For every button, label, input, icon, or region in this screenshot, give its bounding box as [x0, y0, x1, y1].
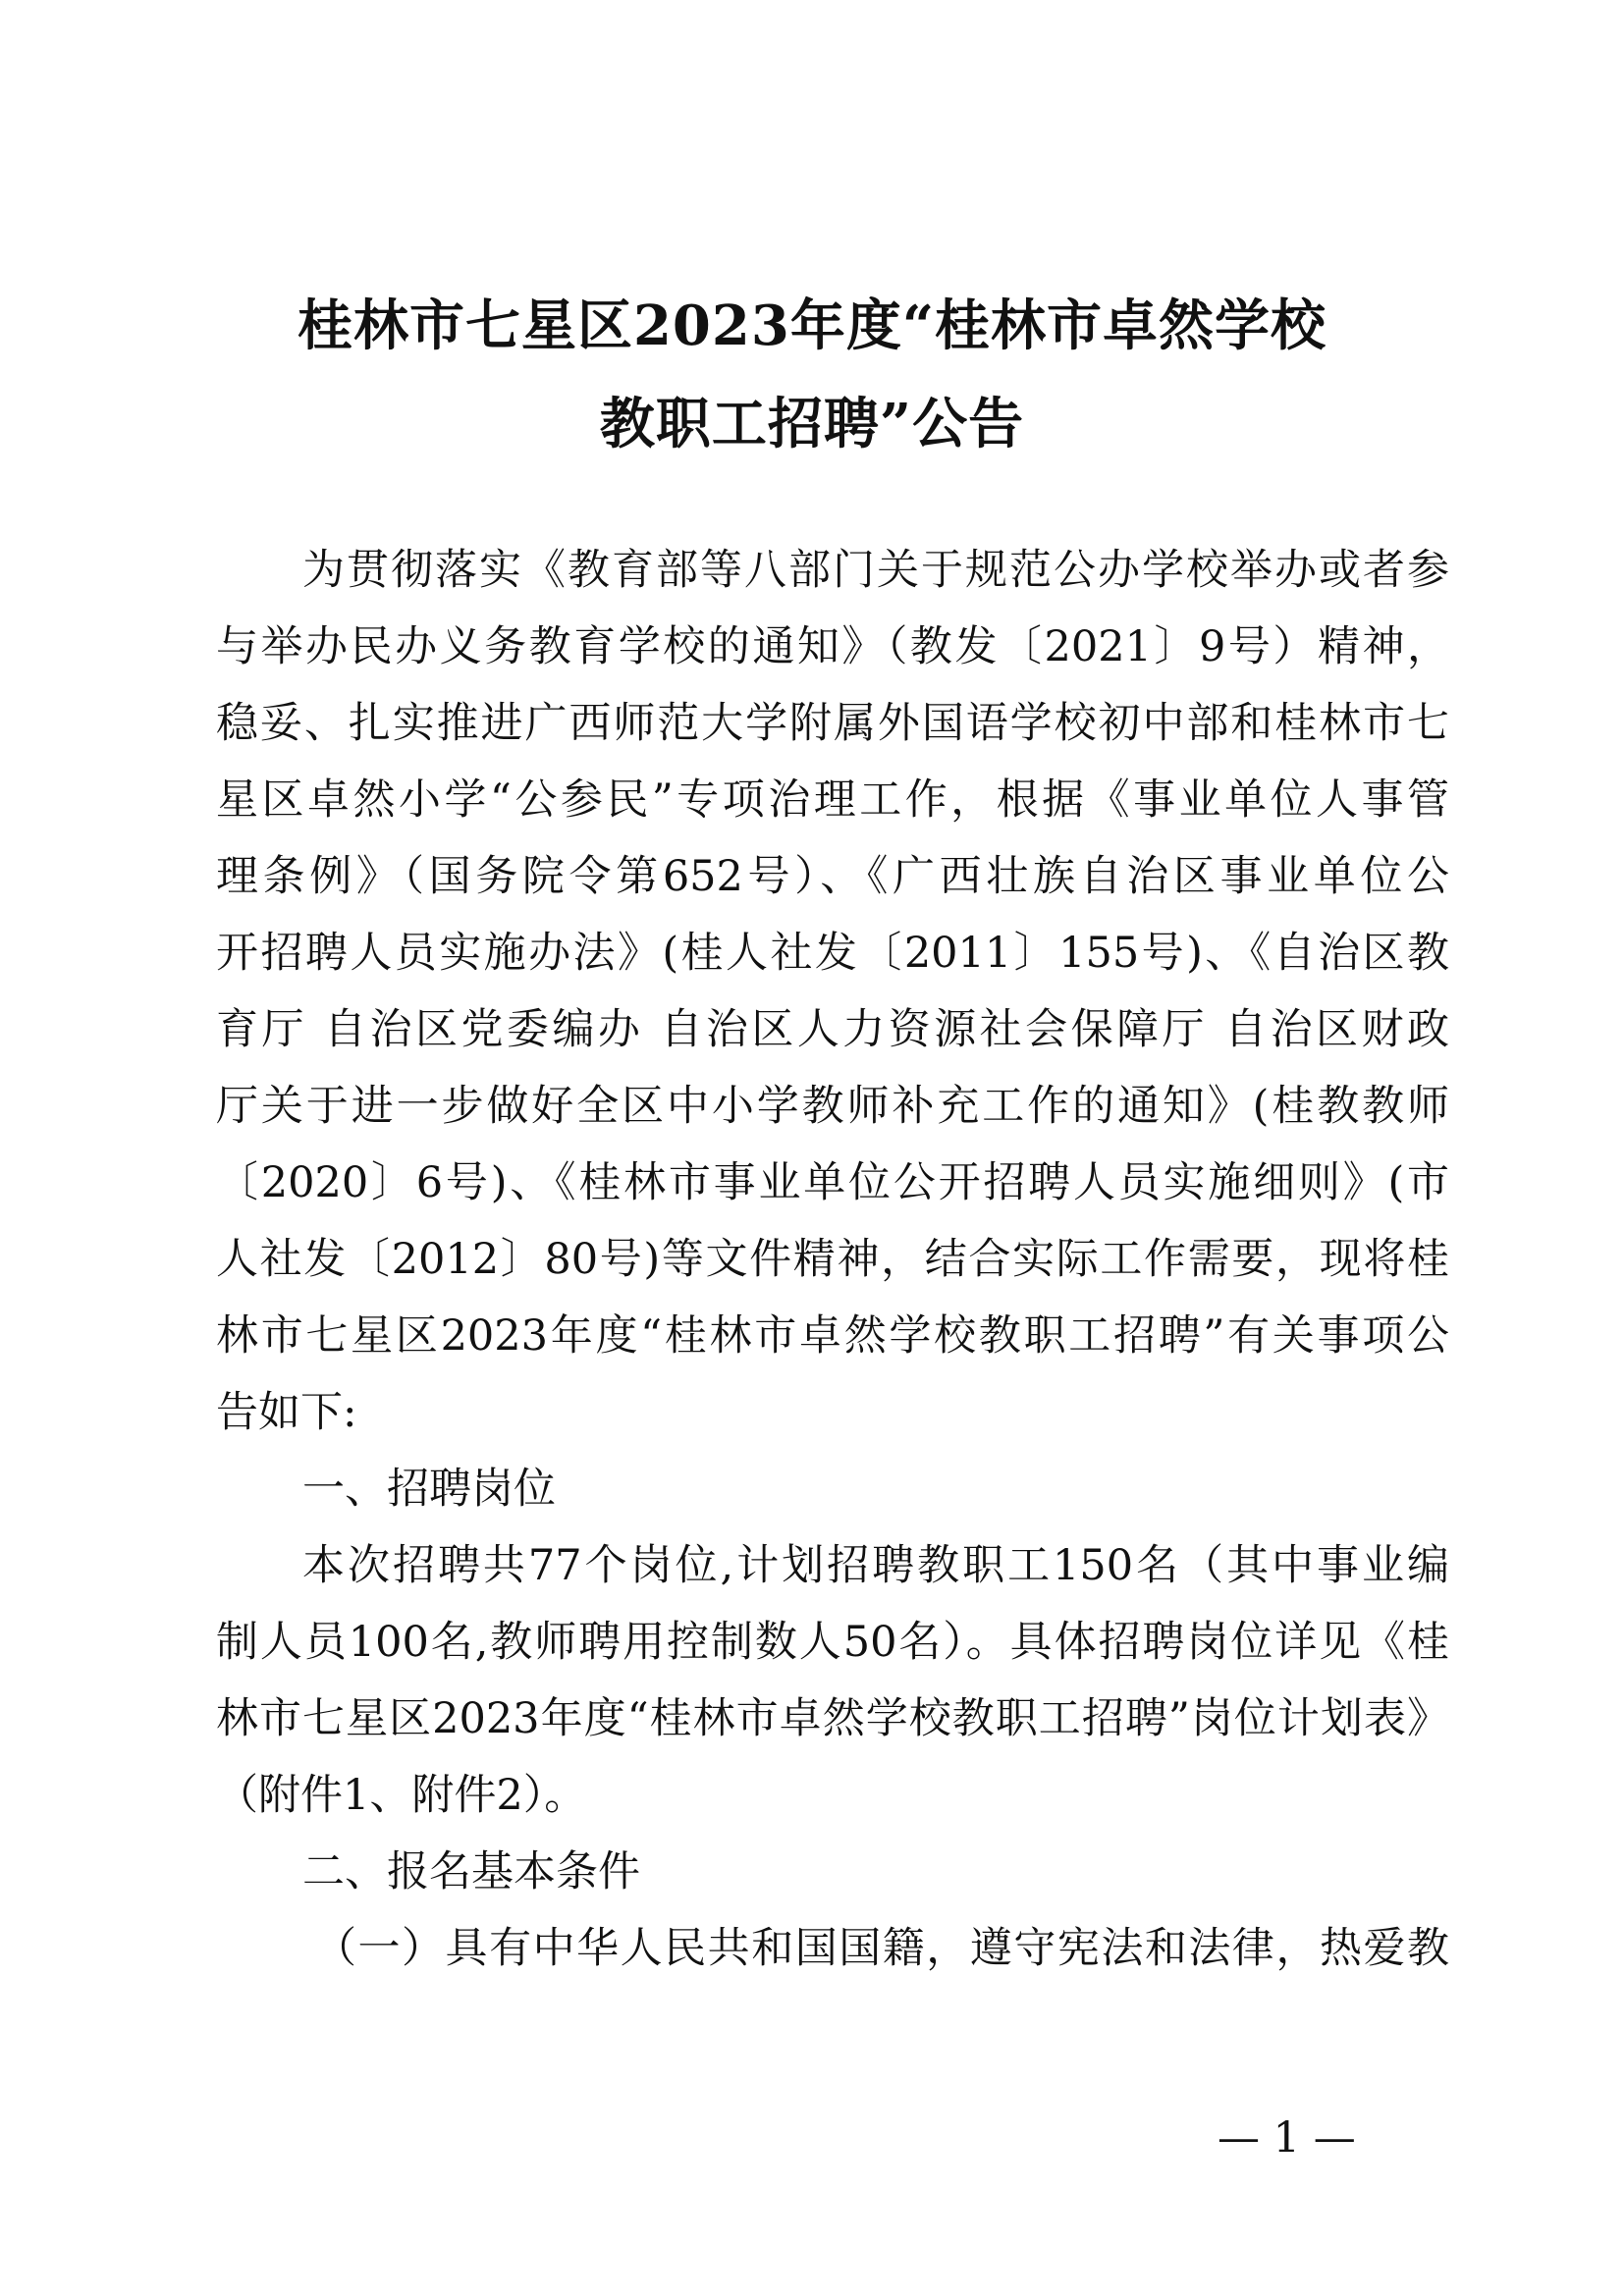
body-line: 〔2020〕6号)、《桂林市事业单位公开招聘人员实施细则》(市	[216, 1158, 1449, 1207]
page-number: — 1 —	[1218, 2113, 1356, 2163]
body-line: 星区卓然小学“公参民”专项治理工作，根据《事业单位人事管	[216, 775, 1449, 825]
body-line: 厅关于进一步做好全区中小学教师补充工作的通知》(桂教教师	[216, 1082, 1449, 1131]
section-heading: 一、招聘岗位	[302, 1465, 556, 1514]
body-line: 开招聘人员实施办法》(桂人社发〔2011〕155号)、《自治区教	[216, 929, 1449, 978]
body-line: 告如下:	[216, 1388, 357, 1437]
body-line: （一）具有中华人民共和国国籍，遵守宪法和法律，热爱教	[314, 1924, 1449, 1973]
body-line: 理条例》（国务院令第652号）、《广西壮族自治区事业单位公	[216, 852, 1449, 901]
body-line: 与举办民办义务教育学校的通知》（教发〔2021〕9号）精神，	[216, 622, 1449, 671]
body-line: 为贯彻落实《教育部等八部门关于规范公办学校举办或者参	[302, 546, 1449, 595]
section-heading: 二、报名基本条件	[302, 1847, 640, 1896]
body-line: 制人员100名,教师聘用控制数人50名）。具体招聘岗位详见《桂	[216, 1618, 1449, 1667]
body-line: 稳妥、扎实推进广西师范大学附属外国语学校初中部和桂林市七	[216, 699, 1449, 748]
body-line: （附件1、附件2）。	[216, 1771, 587, 1820]
body-line: 育厅 自治区党委编办 自治区人力资源社会保障厅 自治区财政	[216, 1005, 1449, 1054]
body-line: 林市七星区2023年度“桂林市卓然学校教职工招聘”有关事项公	[216, 1311, 1449, 1361]
document-title-line-2: 教职工招聘”公告	[599, 392, 1025, 456]
document-title-line-1: 桂林市七星区2023年度“桂林市卓然学校	[297, 294, 1327, 358]
body-line: 本次招聘共77个岗位,计划招聘教职工150名（其中事业编	[302, 1541, 1449, 1590]
body-line: 人社发〔2012〕80号)等文件精神，结合实际工作需要，现将桂	[216, 1235, 1449, 1284]
body-line: 林市七星区2023年度“桂林市卓然学校教职工招聘”岗位计划表》	[216, 1694, 1449, 1743]
